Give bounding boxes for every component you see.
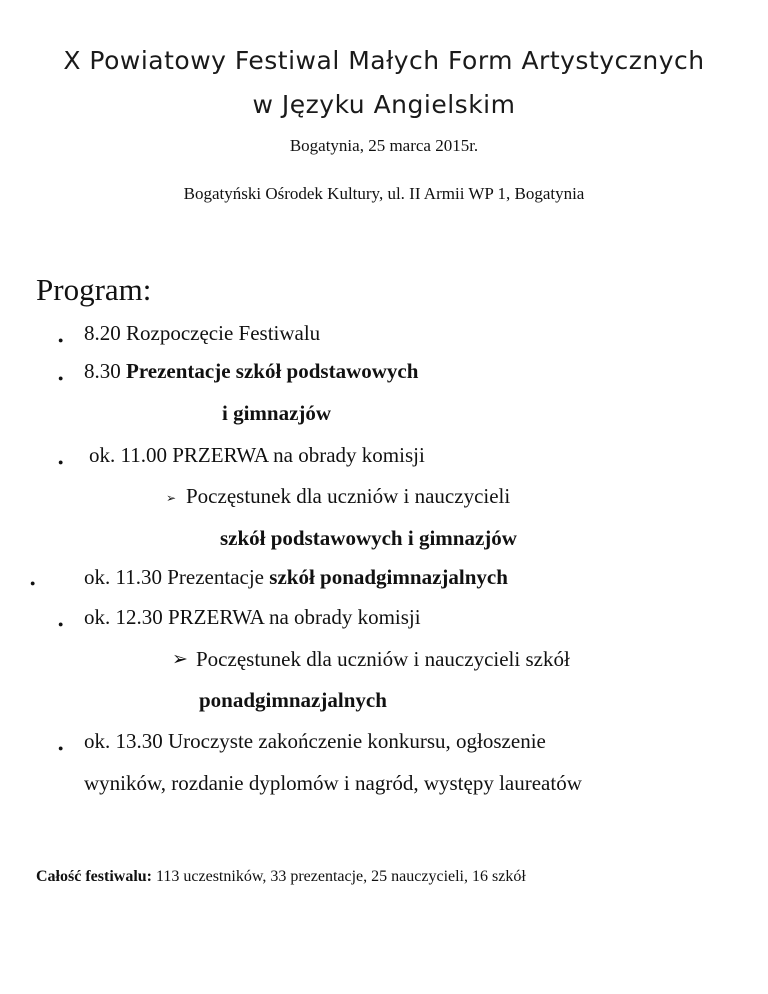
item-time: ok. 11.30 xyxy=(84,565,162,589)
bullet-icon: ● xyxy=(58,335,64,345)
item-bold-text: szkół podstawowych i gimnazjów xyxy=(220,526,517,550)
bullet-icon: ● xyxy=(30,578,36,588)
document-title-line2: w Języku Angielskim xyxy=(252,90,516,119)
program-item-3-sub-bold xyxy=(220,526,517,551)
item-bold-text: ponadgimnazjalnych xyxy=(199,688,387,712)
bullet-icon: ● xyxy=(58,743,64,753)
item-text: Prezentacje xyxy=(167,565,265,589)
event-date: Bogatynia, 25 marca 2015r. xyxy=(289,136,479,155)
item-time: ok. 11.00 xyxy=(89,443,167,467)
program-item-3-sub: Poczęstunek dla uczniów i nauczycieli xyxy=(186,484,511,508)
item-time: ok. 13.30 xyxy=(84,729,163,753)
summary-text: 113 uczestników, 33 prezentacje, 25 nauczycieli, 16 szkół xyxy=(155,868,526,885)
program-item-1 xyxy=(84,321,320,346)
item-time: ok. 12.30 xyxy=(84,605,163,629)
arrow-bullet-icon: ➢ xyxy=(166,491,177,505)
program-heading: Program: xyxy=(36,272,152,307)
item-bold-text: szkół ponadgimnazjalnych xyxy=(269,565,508,589)
program-item-2-cont xyxy=(222,401,331,426)
bullet-icon: ● xyxy=(58,457,64,467)
program-item-4 xyxy=(84,565,508,590)
program-item-6-cont: wyników, rozdanie dyplomów i nagród, występy laureatów xyxy=(84,771,582,795)
summary-label: Całość festiwalu: xyxy=(36,868,152,885)
item-time: 8.20 xyxy=(84,321,121,345)
item-text: PRZERWA na obrady komisji xyxy=(172,443,425,467)
item-time: 8.30 xyxy=(84,359,121,383)
item-text: PRZERWA na obrady komisji xyxy=(168,605,421,629)
item-text: Rozpoczęcie Festiwalu xyxy=(126,321,321,345)
item-bold-text: i gimnazjów xyxy=(222,401,332,425)
item-bold-text: Prezentacje szkół podstawowych xyxy=(126,359,419,383)
program-item-3 xyxy=(89,443,425,468)
program-item-5-sub: Poczęstunek dla uczniów i nauczycieli szkół xyxy=(196,647,570,671)
event-venue: Bogatyński Ośrodek Kultury, ul. II Armii WP 1, Bogatynia xyxy=(183,184,585,203)
bullet-icon: ● xyxy=(58,373,64,383)
arrow-bullet-icon: ➢ xyxy=(172,649,188,670)
document-title-line1: X Powiatowy Festiwal Małych Form Artystycznych xyxy=(63,46,705,75)
program-item-5 xyxy=(84,605,421,630)
program-item-2 xyxy=(84,359,418,384)
bullet-icon: ● xyxy=(58,619,64,629)
festival-summary xyxy=(36,868,526,886)
item-text: Uroczyste zakończenie konkursu, ogłoszenie xyxy=(168,729,546,753)
program-item-6 xyxy=(84,729,546,754)
program-item-5-sub-bold xyxy=(199,688,387,713)
